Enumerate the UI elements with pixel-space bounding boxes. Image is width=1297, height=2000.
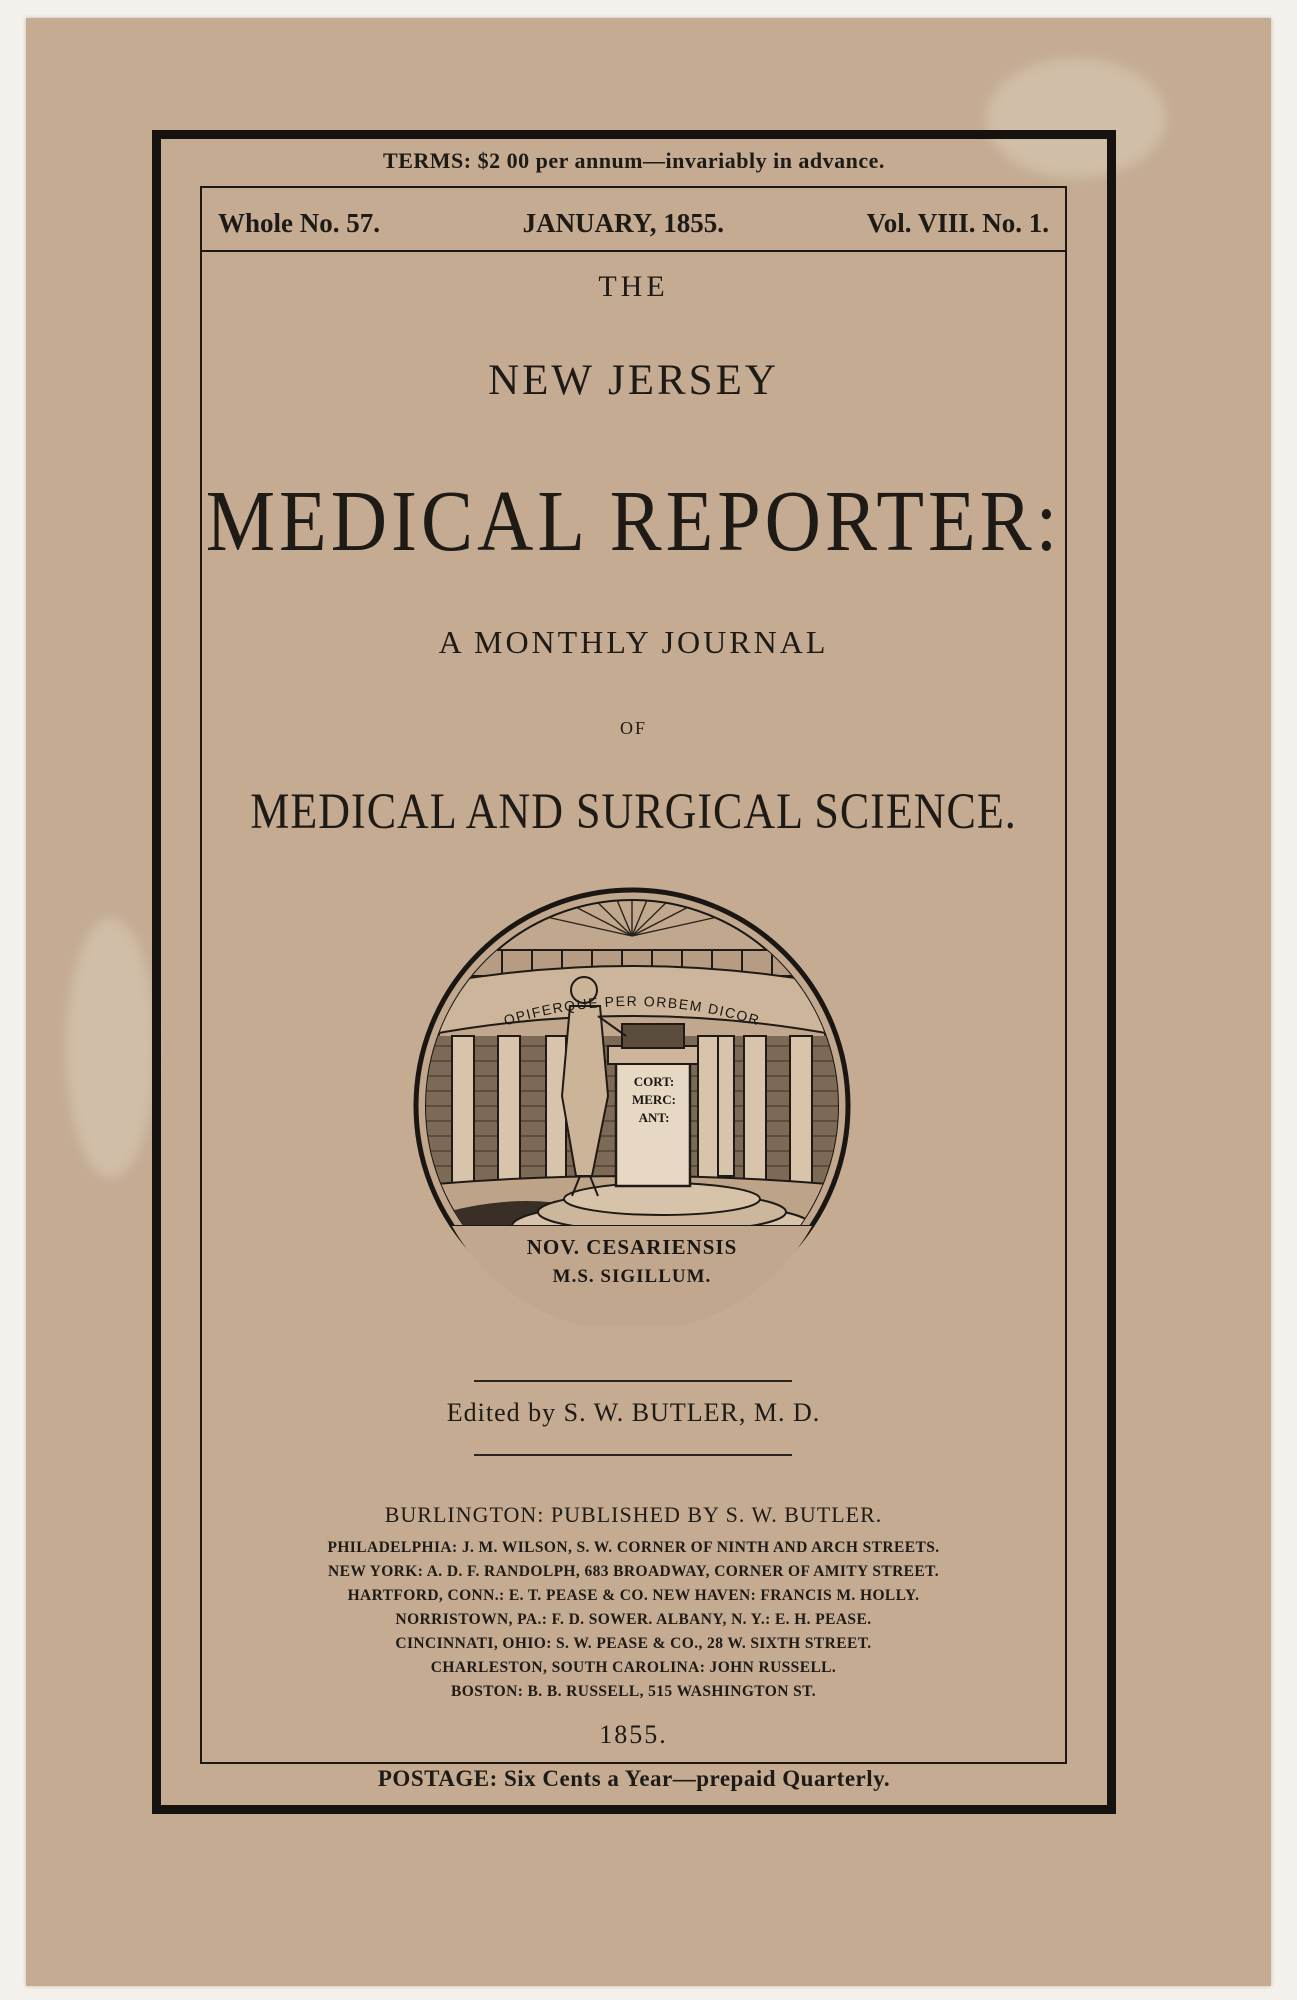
pedestal-line: MERC: xyxy=(631,1092,677,1107)
subtitle-of: OF xyxy=(619,718,647,738)
title-new-jersey: NEW JERSEY xyxy=(488,357,779,404)
distributor-line: CINCINNATI, OHIO: S. W. PEASE & CO., 28 W. SIXTH STREET. xyxy=(395,1635,872,1652)
distributor-line: PHILADELPHIA: J. M. WILSON, S. W. CORNER OF NINTH AND ARCH STREETS. xyxy=(327,1539,940,1556)
distributor-line: NEW YORK: A. D. F. RANDOLPH, 683 BROADWAY, CORNER OF AMITY STREET. xyxy=(327,1563,940,1580)
publication-year: 1855. xyxy=(599,1720,668,1749)
subtitle: A MONTHLY JOURNAL xyxy=(438,624,829,660)
distributor-line: BOSTON: B. B. RUSSELL, 515 WASHINGTON ST. xyxy=(451,1683,816,1700)
pedestal-line: CORT: xyxy=(633,1074,675,1089)
seal-legend-line1: NOV. CESARIENSIS xyxy=(526,1235,738,1259)
title-main: MEDICAL REPORTER: xyxy=(205,471,1062,570)
paper-stain xyxy=(66,918,156,1178)
editor-line: Edited by S. W. BUTLER, M. D. xyxy=(446,1398,821,1427)
divider-rule xyxy=(474,1380,792,1382)
issue-info-row xyxy=(202,196,1065,252)
whole-number: Whole No. 57. xyxy=(218,207,380,238)
divider-rule xyxy=(474,1454,792,1456)
publisher-line: BURLINGTON: PUBLISHED BY S. W. BUTLER. xyxy=(384,1502,883,1527)
society-seal-emblem xyxy=(412,886,852,1326)
distributor-line: NORRISTOWN, PA.: F. D. SOWER. ALBANY, N. Y.: E. H. PEASE. xyxy=(395,1611,872,1628)
subtitle-science: MEDICAL AND SURGICAL SCIENCE. xyxy=(250,783,1017,840)
title-the: THE xyxy=(598,270,669,303)
distributor-line: CHARLESTON, SOUTH CAROLINA: JOHN RUSSELL. xyxy=(430,1659,837,1676)
seal-legend-line2: M.S. SIGILLUM. xyxy=(552,1266,712,1287)
distributor-line: HARTFORD, CONN.: E. T. PEASE & CO. NEW HAVEN: FRANCIS M. HOLLY. xyxy=(347,1587,920,1604)
pedestal-line: ANT: xyxy=(638,1110,670,1125)
postage-line: POSTAGE: Six Cents a Year—prepaid Quarterly. xyxy=(377,1766,891,1791)
volume-number: Vol. VIII. No. 1. xyxy=(866,207,1049,238)
issue-date: JANUARY, 1855. xyxy=(522,207,724,238)
terms-line: TERMS: $2 00 per annum—invariably in advance. xyxy=(383,148,885,173)
seal-motto: OPIFERQUE PER ORBEM DICOR xyxy=(501,992,763,1029)
